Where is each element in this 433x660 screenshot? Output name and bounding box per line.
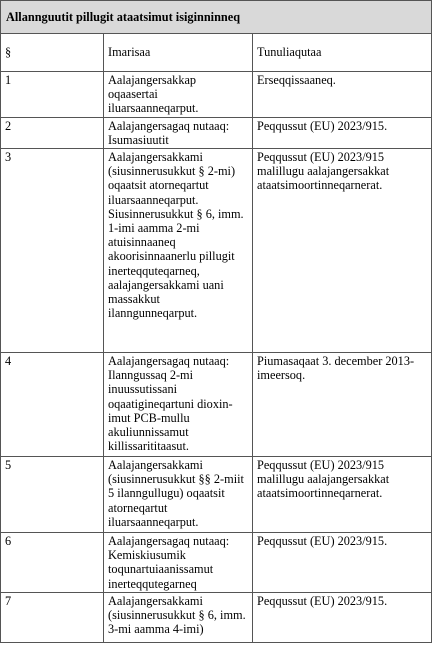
- table-row: [1, 353, 432, 457]
- row-basis: Peqqussut (EU) 2023/915.: [253, 533, 432, 593]
- table-title-row: [1, 1, 432, 34]
- table-title: Allannguutit pillugit ataatsimut isiginninneq: [1, 1, 432, 34]
- table-row: [1, 72, 432, 118]
- row-basis: Erseqqissaaneq.: [253, 72, 432, 118]
- row-content: Aalajangersagaq nutaaq: Ilanngussaq 2-mi inuussutissani oqaatigineqartuni dioxin-imut PCB-mullu akuliunnissamut killissarititaasut.: [104, 353, 253, 457]
- row-section: 4: [1, 353, 104, 457]
- header-basis: Tunuliaqutaa: [253, 34, 432, 72]
- row-content: Aalajangersakkami (siusinnerusukkut § 2-mi) oqaatsit atorneqartut iluarsaanneqarput. Siusinnerusukkut § 6, imm. 1-imi aamma 2-mi atuisinnaaneq akoorisinnaanerlu pillugit inerteqquteqarneq, aalajangersakkami uani massakkut ilanngunneqarput.: [104, 149, 253, 353]
- row-basis: Peqqussut (EU) 2023/915 malillugu aalajangersakkat ataatsimoortinneqarnerat.: [253, 149, 432, 353]
- row-content: Aalajangersakkap oqaasertai iluarsaanneqarput.: [104, 72, 253, 118]
- table-row: [1, 533, 432, 593]
- row-basis: Peqqussut (EU) 2023/915.: [253, 593, 432, 643]
- row-section: 5: [1, 457, 104, 533]
- table-row: [1, 593, 432, 643]
- row-section: 2: [1, 117, 104, 148]
- row-basis: Peqqussut (EU) 2023/915 malillugu aalajangersakkat ataatsimoortinneqarnerat.: [253, 457, 432, 533]
- table-row: [1, 457, 432, 533]
- row-section: 3: [1, 149, 104, 353]
- row-basis: Piumasaqaat 3. december 2013-imeersoq.: [253, 353, 432, 457]
- row-basis: Peqqussut (EU) 2023/915.: [253, 117, 432, 148]
- table-header-row: [1, 34, 432, 72]
- header-section: §: [1, 34, 104, 72]
- row-content: Aalajangersakkami (siusinnerusukkut §§ 2-miit 5 ilanngullugu) oqaatsit atorneqartut iluarsaanneqarput.: [104, 457, 253, 533]
- row-section: 6: [1, 533, 104, 593]
- header-content: Imarisaa: [104, 34, 253, 72]
- row-content: Aalajangersakkami (siusinnerusukkut § 6, imm. 3-mi aamma 4-imi): [104, 593, 253, 643]
- table-row: [1, 149, 432, 353]
- row-section: 7: [1, 593, 104, 643]
- row-content: Aalajangersagaq nutaaq: Kemiskiusumik toqunartuiaanissamut inerteqqutegarneq: [104, 533, 253, 593]
- row-section: 1: [1, 72, 104, 118]
- row-content: Aalajangersagaq nutaaq: Isumasiuutit: [104, 117, 253, 148]
- table-row: [1, 117, 432, 148]
